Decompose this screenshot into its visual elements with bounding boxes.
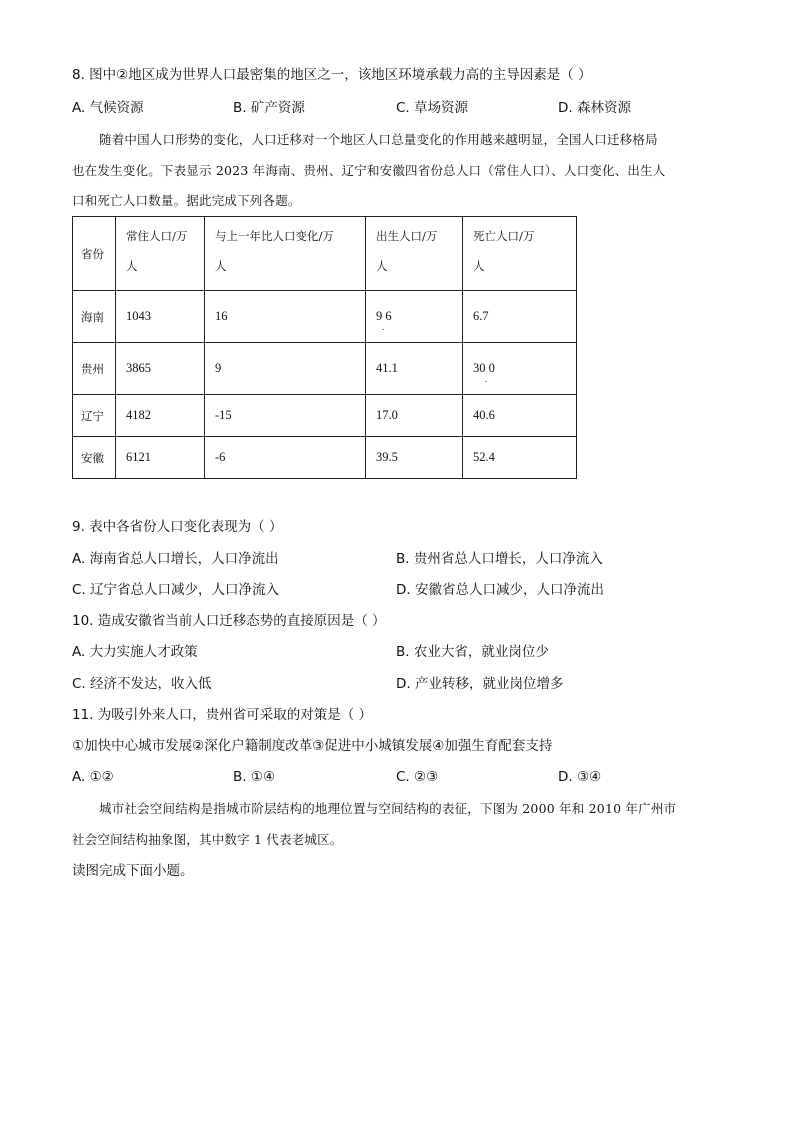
- table-row: [73, 291, 577, 343]
- q11-option-b: B. ①④: [233, 769, 276, 785]
- q9-stem: 9. 表中各省份人口变化表现为（ ）: [72, 519, 283, 535]
- q10-stem: 10. 造成安徽省当前人口迁移态势的直接原因是（ ）: [72, 613, 386, 629]
- q9-option-b: B. 贵州省总人口增长，人口净流入: [396, 551, 603, 567]
- q10-option-d: D. 产业转移，就业岗位增多: [396, 676, 564, 692]
- population-table: [72, 216, 577, 479]
- q8-option-c: C. 草场资源: [396, 100, 469, 116]
- cell-province: 辽宁: [73, 395, 116, 437]
- cell-province: 安徽: [73, 437, 116, 479]
- q9-option-c: C. 辽宁省总人口减少，人口净流入: [72, 582, 280, 598]
- cell-deaths: 6.7: [463, 291, 577, 343]
- cell-resident: 6121: [116, 437, 205, 479]
- cell-province: 海南: [73, 291, 116, 343]
- cell-deaths: [463, 343, 577, 395]
- intro1-line2: 也在发生变化。下表显示 2023 年海南、贵州、辽宁和安徽四省份总人口（常住人口）、人口变化、出生人: [72, 163, 666, 178]
- q9-option-d: D. 安徽省总人口减少，人口净流出: [396, 582, 604, 598]
- cell-change: -15: [205, 395, 366, 437]
- q10-option-c: C. 经济不发达，收入低: [72, 676, 212, 692]
- cell-change: -6: [205, 437, 366, 479]
- cell-resident: 3865: [116, 343, 205, 395]
- cell-deaths-value: 30 0: [473, 361, 495, 375]
- cell-births-dot: .: [382, 322, 385, 332]
- table-row: [73, 437, 577, 479]
- table-header-row: [73, 217, 577, 291]
- q11-stem: 11. 为吸引外来人口，贵州省可采取的对策是（ ）: [72, 707, 373, 723]
- cell-change: 16: [205, 291, 366, 343]
- q8-option-d: D. 森林资源: [558, 100, 631, 116]
- intro2-line1: 城市社会空间结构是指城市阶层结构的地理位置与空间结构的表征，下图为 2000 年和 2010 年广州市: [99, 801, 677, 816]
- cell-deaths: 40.6: [463, 395, 577, 437]
- cell-deaths: 52.4: [463, 437, 577, 479]
- q8-stem: 8. 图中②地区成为世界人口最密集的地区之一，该地区环境承载力高的主导因素是（ ）: [72, 67, 592, 83]
- cell-change: 9: [205, 343, 366, 395]
- table-row: [73, 343, 577, 395]
- header-births-line1: 出生人口/万: [376, 229, 438, 243]
- header-resident: [116, 217, 205, 291]
- q11-option-d: D. ③④: [558, 769, 602, 785]
- header-deaths-line1: 死亡人口/万: [473, 229, 535, 243]
- header-change: [205, 217, 366, 291]
- q8-option-b: B. 矿产资源: [233, 100, 305, 116]
- header-change-line2: 人: [215, 259, 227, 273]
- q11-option-c: C. ②③: [396, 769, 439, 785]
- intro2-line3: 读图完成下面小题。: [72, 863, 194, 879]
- q11-measures: ①加快中心城市发展②深化户籍制度改革③促进中小城镇发展④加强生育配套支持: [72, 738, 553, 754]
- intro1-line3: 口和死亡人口数量。据此完成下列各题。: [72, 193, 301, 208]
- header-resident-line1: 常住人口/万: [126, 229, 188, 243]
- q8-option-a: A. 气候资源: [72, 100, 144, 116]
- header-change-line1: 与上一年比人口变化/万: [215, 229, 334, 243]
- header-resident-line2: 人: [126, 259, 138, 273]
- q10-option-a: A. 大力实施人才政策: [72, 644, 198, 660]
- cell-births: [366, 291, 463, 343]
- cell-resident: 1043: [116, 291, 205, 343]
- header-deaths-line2: 人: [473, 259, 485, 273]
- q9-option-a: A. 海南省总人口增长，人口净流出: [72, 551, 279, 567]
- cell-births-value: 9 6: [376, 309, 392, 323]
- cell-births: 17.0: [366, 395, 463, 437]
- header-deaths: [463, 217, 577, 291]
- cell-resident: 4182: [116, 395, 205, 437]
- cell-deaths-dot: .: [485, 374, 488, 384]
- header-births-line2: 人: [376, 259, 388, 273]
- intro2-line2: 社会空间结构抽象图，其中数字 1 代表老城区。: [72, 832, 343, 847]
- header-births: [366, 217, 463, 291]
- cell-province: 贵州: [73, 343, 116, 395]
- q11-option-a: A. ①②: [72, 769, 114, 785]
- cell-births: 41.1: [366, 343, 463, 395]
- table-row: [73, 395, 577, 437]
- intro1-line1: 随着中国人口形势的变化，人口迁移对一个地区人口总量变化的作用越来越明显，全国人口迁移格局: [99, 132, 658, 147]
- cell-births: 39.5: [366, 437, 463, 479]
- header-province: 省份: [73, 217, 116, 291]
- q10-option-b: B. 农业大省，就业岗位少: [396, 644, 549, 660]
